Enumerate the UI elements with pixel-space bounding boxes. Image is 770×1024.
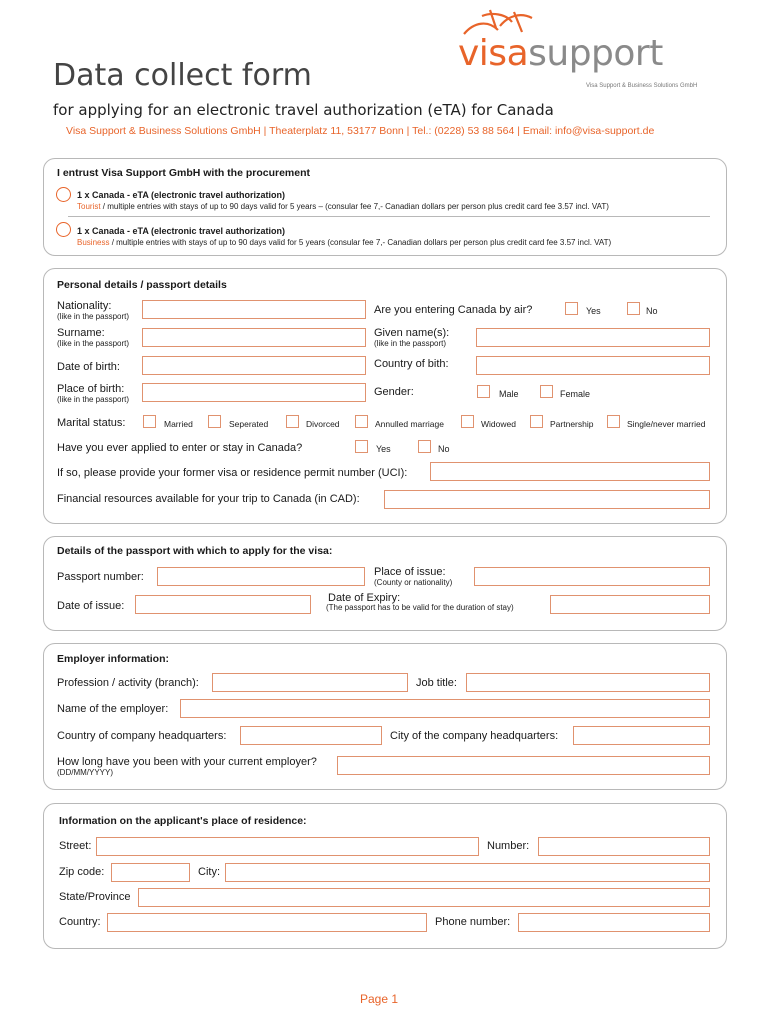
marital-divorced-label: Divorced xyxy=(306,419,340,429)
dob-label: Date of birth: xyxy=(57,361,120,373)
financial-label: Financial resources available for your trip to Canada (in CAD): xyxy=(57,493,360,505)
duration-label: How long have you been with your current employer? xyxy=(57,756,317,768)
marital-partnership-label: Partnership xyxy=(550,419,594,429)
tourist-detail-text: / multiple entries with stays of up to 90 days valid for 5 years – (consular fee 7,- Canadian dollars per person plus credit card fee 3.57 incl. VAT) xyxy=(100,202,609,211)
place-of-birth-label: Place of birth: xyxy=(57,383,125,395)
business-option-title: 1 x Canada - eTA (electronic travel authorization) xyxy=(77,226,286,236)
financial-input[interactable] xyxy=(384,490,710,509)
gender-male-label: Male xyxy=(499,389,519,399)
job-title-input[interactable] xyxy=(466,673,710,692)
tourist-option-title: 1 x Canada - eTA (electronic travel authorization) xyxy=(77,190,286,200)
uci-input[interactable] xyxy=(430,462,710,481)
country-of-birth-input[interactable] xyxy=(476,356,710,375)
passport-heading: Details of the passport with which to apply for the visa: xyxy=(57,545,333,557)
gender-female-checkbox[interactable] xyxy=(540,385,553,398)
given-names-note: (like in the passport) xyxy=(374,339,447,348)
street-label: Street: xyxy=(59,840,92,852)
marital-status-label: Marital status: xyxy=(57,417,126,429)
gender-male-checkbox[interactable] xyxy=(477,385,490,398)
air-no-checkbox[interactable] xyxy=(627,302,640,315)
applied-yes-checkbox[interactable] xyxy=(355,440,368,453)
marital-annulled-label: Annulled marriage xyxy=(375,419,444,429)
business-detail-text: / multiple entries with stays of up to 90 days valid for 5 years (consular fee 7,- Canadian dollars per person plus credit card fee 3.57 incl. VAT) xyxy=(109,238,612,247)
business-radio[interactable] xyxy=(56,222,71,237)
marital-partnership-checkbox[interactable] xyxy=(530,415,543,428)
nationality-input[interactable] xyxy=(142,300,366,319)
marital-married-label: Married xyxy=(164,419,193,429)
state-input[interactable] xyxy=(138,888,710,907)
hq-city-input[interactable] xyxy=(573,726,710,745)
state-label: State/Province xyxy=(59,891,131,903)
place-of-birth-note: (like in the passport) xyxy=(57,395,130,404)
phone-label: Phone number: xyxy=(435,916,511,928)
marital-separated-checkbox[interactable] xyxy=(208,415,221,428)
logo-wordmark xyxy=(458,33,663,74)
date-of-issue-label: Date of issue: xyxy=(57,600,125,612)
duration-note: (DD/MM/YYYY) xyxy=(57,768,113,777)
gender-female-label: Female xyxy=(560,389,591,399)
gender-label: Gender: xyxy=(374,386,414,398)
uci-label: If so, please provide your former visa or residence permit number (UCI): xyxy=(57,467,408,479)
zip-input[interactable] xyxy=(111,863,190,882)
number-input[interactable] xyxy=(538,837,710,856)
personal-heading: Personal details / passport details xyxy=(57,279,227,291)
marital-single-label: Single/never married xyxy=(627,419,706,429)
page-number: Page 1 xyxy=(360,992,399,1006)
duration-input[interactable] xyxy=(337,756,710,775)
city-input[interactable] xyxy=(225,863,710,882)
country-label: Country: xyxy=(59,916,101,928)
hq-country-label: Country of company headquarters: xyxy=(57,730,227,742)
page-subtitle: for applying for an electronic travel authorization (eTA) for Canada xyxy=(53,101,554,119)
date-of-expiry-note: (The passport has to be valid for the duration of stay) xyxy=(326,603,514,612)
air-no-label: No xyxy=(646,306,658,316)
marital-widowed-checkbox[interactable] xyxy=(461,415,474,428)
place-of-issue-note: (County or nationality) xyxy=(374,578,453,587)
nationality-label: Nationality: xyxy=(57,300,112,312)
business-type: Business xyxy=(77,238,110,247)
air-yes-checkbox[interactable] xyxy=(565,302,578,315)
air-question-label: Are you entering Canada by air? xyxy=(374,304,533,316)
surname-label: Surname: xyxy=(57,327,105,339)
place-of-birth-input[interactable] xyxy=(142,383,366,402)
place-of-issue-input[interactable] xyxy=(474,567,710,586)
contact-line: Visa Support & Business Solutions GmbH | Theaterplatz 11, 53177 Bonn | Tel.: (0228) 53 88 564 | Email: info@visa-support.de xyxy=(66,125,655,137)
given-names-input[interactable] xyxy=(476,328,710,347)
date-of-expiry-label: Date of Expiry: xyxy=(328,592,401,604)
tourist-option-detail xyxy=(77,202,609,211)
employer-name-label: Name of the employer: xyxy=(57,703,169,715)
date-of-expiry-input[interactable] xyxy=(550,595,710,614)
profession-input[interactable] xyxy=(212,673,408,692)
applied-yes-label: Yes xyxy=(376,444,391,454)
residence-heading: Information on the applicant's place of residence: xyxy=(59,815,307,827)
marital-married-checkbox[interactable] xyxy=(143,415,156,428)
applied-no-label: No xyxy=(438,444,450,454)
hq-city-label: City of the company headquarters: xyxy=(390,730,559,742)
marital-annulled-checkbox[interactable] xyxy=(355,415,368,428)
country-of-birth-label: Country of bith: xyxy=(374,358,449,370)
phone-input[interactable] xyxy=(518,913,710,932)
tourist-type: Tourist xyxy=(77,202,101,211)
passport-number-label: Passport number: xyxy=(57,571,144,583)
surname-input[interactable] xyxy=(142,328,366,347)
logo-visa: visa xyxy=(458,33,529,74)
profession-label: Profession / activity (branch): xyxy=(57,677,199,689)
employer-name-input[interactable] xyxy=(180,699,710,718)
page-title: Data collect form xyxy=(53,58,312,93)
applied-question-label: Have you ever applied to enter or stay in Canada? xyxy=(57,442,303,454)
marital-single-checkbox[interactable] xyxy=(607,415,620,428)
place-of-issue-label: Place of issue: xyxy=(374,566,446,578)
logo-support: support xyxy=(528,33,663,74)
given-names-label: Given name(s): xyxy=(374,327,450,339)
procurement-heading: I entrust Visa Support GmbH with the procurement xyxy=(57,167,310,179)
dob-input[interactable] xyxy=(142,356,366,375)
street-input[interactable] xyxy=(96,837,479,856)
marital-widowed-label: Widowed xyxy=(481,419,516,429)
marital-divorced-checkbox[interactable] xyxy=(286,415,299,428)
employer-heading: Employer information: xyxy=(57,653,170,665)
surname-note: (like in the passport) xyxy=(57,339,130,348)
hq-country-input[interactable] xyxy=(240,726,382,745)
nationality-note: (like in the passport) xyxy=(57,312,130,321)
number-label: Number: xyxy=(487,840,530,852)
procurement-divider xyxy=(68,216,710,217)
marital-separated-label: Seperated xyxy=(229,419,269,429)
passport-number-input[interactable] xyxy=(157,567,365,586)
country-input[interactable] xyxy=(107,913,427,932)
job-title-label: Job title: xyxy=(416,677,457,689)
logo-subtitle: Visa Support & Business Solutions GmbH xyxy=(586,83,698,89)
applied-no-checkbox[interactable] xyxy=(418,440,431,453)
date-of-issue-input[interactable] xyxy=(135,595,311,614)
air-yes-label: Yes xyxy=(586,306,601,316)
tourist-radio[interactable] xyxy=(56,187,71,202)
city-label: City: xyxy=(198,866,220,878)
business-option-detail xyxy=(77,238,611,247)
zip-label: Zip code: xyxy=(59,866,105,878)
